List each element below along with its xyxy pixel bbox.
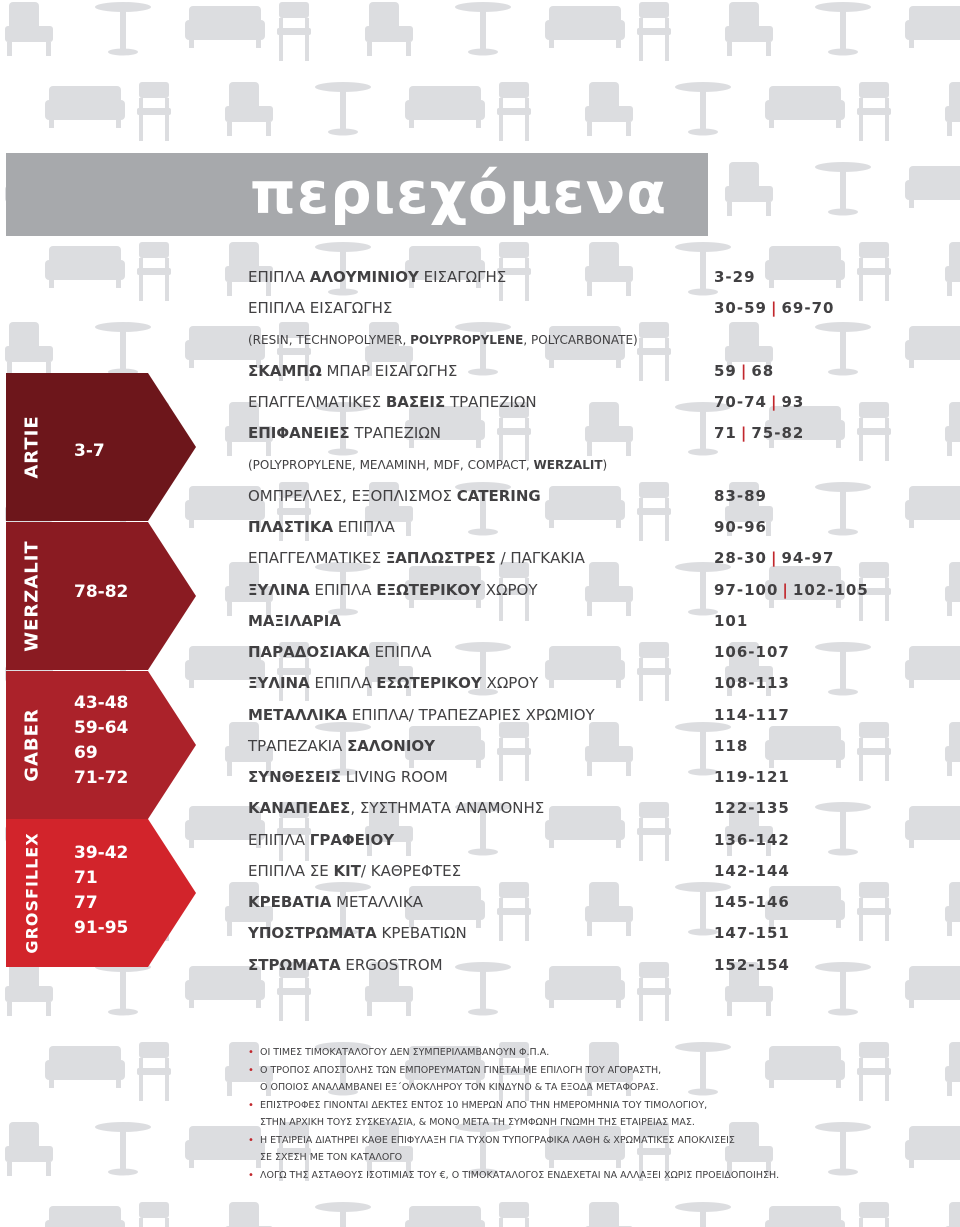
sofa-icon xyxy=(905,166,960,208)
chair-icon xyxy=(497,82,531,141)
sofa-icon xyxy=(405,86,485,128)
toc-pages xyxy=(714,264,756,290)
footnote-item xyxy=(248,1167,888,1185)
chair-icon xyxy=(497,1202,531,1227)
page-range: 90-96 xyxy=(714,518,767,536)
page-range: 70-74 xyxy=(714,393,767,411)
toc-row xyxy=(248,858,848,884)
toc-row xyxy=(248,670,848,696)
toc-pages xyxy=(714,733,748,759)
round-table-icon xyxy=(95,2,151,56)
armchair-icon xyxy=(585,1202,633,1227)
toc-pages xyxy=(714,764,790,790)
toc-title-text: ΤΡΑΠΕΖΑΚΙΑ xyxy=(248,736,348,755)
toc-row xyxy=(248,639,848,665)
armchair-icon xyxy=(725,2,773,56)
brand-tab-werzalit xyxy=(6,522,196,670)
brand-page-range: 78-82 xyxy=(74,582,129,602)
footnote-line: Ο ΤΡΟΠΟΣ ΑΠΟΣΤΟΛΗΣ ΤΩΝ ΕΜΠΟΡΕΥΜΑΤΩΝ ΓΙΝΕΤΑΙ ΜΕ ΕΠΙΛΟΓΗ ΤΟΥ ΑΓΟΡΑΣΤΗ, xyxy=(260,1064,662,1076)
toc-pages xyxy=(714,358,774,384)
sofa-icon xyxy=(45,246,125,288)
armchair-icon xyxy=(945,882,960,936)
bullet-icon: • xyxy=(248,1047,254,1058)
bullet-icon: • xyxy=(248,1134,254,1146)
sofa-icon xyxy=(765,1206,845,1227)
page-range: 30-59 xyxy=(714,299,767,318)
toc-title xyxy=(248,608,341,634)
toc-title xyxy=(248,702,595,728)
sofa-icon xyxy=(905,646,960,688)
toc-title xyxy=(248,358,457,384)
round-table-icon xyxy=(95,962,151,1016)
armchair-icon xyxy=(725,162,773,216)
footnote-item xyxy=(248,1097,888,1132)
toc-row xyxy=(248,952,848,978)
toc-title-text: ΕΠΙΠΛΑ xyxy=(248,830,310,849)
toc-title-text: ΕΠΙΠΛΑ xyxy=(309,674,377,693)
footnote-line: ΣΕ ΣΧΕΣΗ ΜΕ ΤΟΝ ΚΑΤΑΛΟΓΟ xyxy=(260,1152,403,1163)
toc-title-text: / ΠΑΓΚΑΚΙΑ xyxy=(495,549,585,568)
toc-row xyxy=(248,483,848,509)
armchair-icon xyxy=(225,1202,273,1227)
footnotes xyxy=(248,1044,888,1184)
page-range: 69-70 xyxy=(781,299,835,318)
toc-title-bold: ΞΥΛΙΝΑ xyxy=(248,674,310,693)
toc-title-bold: POLYPROPYLENE xyxy=(410,332,524,347)
page-range: 71 xyxy=(714,424,737,443)
toc-pages xyxy=(714,795,790,821)
round-table-icon xyxy=(95,1122,151,1176)
toc-title xyxy=(248,795,544,821)
toc-title-bold: ΣΚΑΜΠΩ xyxy=(248,361,322,380)
toc-pages xyxy=(714,920,790,946)
sofa-icon xyxy=(905,1126,960,1168)
page-separator: | xyxy=(740,424,748,443)
brand-page-range: 91-95 xyxy=(74,918,129,938)
chair-icon xyxy=(277,2,311,61)
page-title: περιεχόμενα xyxy=(250,159,668,227)
toc-title-bold: ΕΣΩΤΕΡΙΚΟΥ xyxy=(376,674,482,693)
toc-title-text: ) xyxy=(602,457,608,472)
toc-title-text: ΕΠΙΠΛΑ ΕΙΣΑΓΩΓΗΣ xyxy=(248,299,393,318)
toc-title-text: LIVING ROOM xyxy=(340,768,448,786)
chair-icon xyxy=(857,402,891,461)
toc-title-text: ΕΙΣΑΓΩΓΗΣ xyxy=(418,268,507,286)
toc-title xyxy=(248,670,538,696)
armchair-icon xyxy=(945,1042,960,1096)
armchair-icon xyxy=(945,82,960,136)
toc-title-bold: ΣΤΡΩΜΑΤΑ xyxy=(248,955,341,974)
toc-title-text: / ΚΑΘΡΕΦΤΕΣ xyxy=(360,861,462,880)
chair-icon xyxy=(857,722,891,781)
brand-page-range: 3-7 xyxy=(74,441,105,461)
toc-title xyxy=(248,733,435,759)
sofa-icon xyxy=(45,86,125,128)
sofa-icon xyxy=(905,806,960,848)
toc-title-bold: ΞΑΠΛΩΣΤΡΕΣ xyxy=(385,549,496,568)
brand-page-range: 39-42 xyxy=(74,843,129,863)
armchair-icon xyxy=(945,402,960,456)
toc-title-bold: ΣΥΝΘΕΣΕΙΣ xyxy=(248,768,341,786)
footnote-line: Ο ΟΠΟΙΟΣ ΑΝΑΛΑΜΒΑΝΕΙ ΕΞ΄ΟΛΟΚΛΗΡΟΥ ΤΟΝ ΚΙΝΔΥΝΟ & ΤΑ ΕΞΟΔΑ ΜΕΤΑΦΟΡΑΣ. xyxy=(260,1082,659,1093)
page-range: 83-89 xyxy=(714,486,767,505)
toc-title-text: ΜΠΑΡ ΕΙΣΑΓΩΓΗΣ xyxy=(321,361,458,380)
sofa-icon xyxy=(405,1206,485,1227)
toc-title-text: (POLYPROPYLENE, ΜΕΛΑΜΙΝΗ, MDF, COMPACT, xyxy=(248,457,534,472)
armchair-icon xyxy=(945,1202,960,1227)
footnote-item xyxy=(248,1062,888,1097)
toc-title-text: ΕΠΙΠΛΑ xyxy=(248,268,310,286)
page-separator: | xyxy=(770,549,778,568)
toc-pages xyxy=(714,420,804,446)
toc-title-text: ERGOSTROM xyxy=(340,955,443,974)
toc-title-text: ΚΡΕΒΑΤΙΩΝ xyxy=(376,924,467,943)
toc-title-bold: ΠΛΑΣΤΙΚΑ xyxy=(248,518,334,536)
toc-title-text: ΟΜΠΡΕΛΛΕΣ, ΕΞΟΠΛΙΣΜΟΣ xyxy=(248,486,457,505)
toc-title xyxy=(248,920,467,946)
toc-title xyxy=(248,952,443,978)
page-range: 28-30 xyxy=(714,549,767,568)
sofa-icon xyxy=(905,326,960,368)
round-table-icon xyxy=(675,82,731,136)
toc-title xyxy=(248,577,538,603)
chair-icon xyxy=(137,1202,171,1227)
bullet-icon: • xyxy=(248,1064,254,1076)
toc-title-bold: ΥΠΟΣΤΡΩΜΑΤΑ xyxy=(248,924,377,943)
toc-title-text: ΕΠΙΠΛΑ/ ΤΡΑΠΕΖΑΡΙΕΣ ΧΡΩΜΙΟΥ xyxy=(347,705,595,724)
page-separator: | xyxy=(770,299,778,318)
toc-title-bold: ΒΑΣΕΙΣ xyxy=(385,393,446,411)
toc-title-bold: ΜΑΞΙΛΑΡΙΑ xyxy=(248,611,341,630)
page-range: 101 xyxy=(714,611,749,630)
toc-row xyxy=(248,514,848,540)
toc-title-text: ΕΠΙΠΛΑ xyxy=(333,518,395,536)
footnote-line: Η ΕΤΑΙΡΕΙΑ ΔΙΑΤΗΡΕΙ ΚΑΘΕ ΕΠΙΦΥΛΑΞΗ ΓΙΑ ΤΥΧΟΝ ΤΥΠΟΓΡΑΦΙΚΑ ΛΑΘΗ & ΧΡΩΜΑΤΙΚΕΣ ΑΠΟΚΛΙΣΕΙΣ xyxy=(260,1134,735,1146)
sofa-icon xyxy=(545,6,625,48)
toc-title-bold: ΚΡΕΒΑΤΙΑ xyxy=(248,893,332,911)
brand-page-range: 69 xyxy=(74,743,98,763)
toc-title xyxy=(248,452,607,478)
toc-title xyxy=(248,764,448,790)
brand-label: WERZALIT xyxy=(21,540,43,652)
armchair-icon xyxy=(365,2,413,56)
page-separator: | xyxy=(740,361,748,380)
toc-pages xyxy=(714,545,834,571)
sofa-icon xyxy=(765,86,845,128)
toc-title-text: ΤΡΑΠΕΖΙΩΝ xyxy=(445,393,537,411)
toc-row xyxy=(248,295,848,321)
round-table-icon xyxy=(815,162,871,216)
round-table-icon xyxy=(815,2,871,56)
page-range: 152-154 xyxy=(714,955,790,974)
toc-title-bold: ΚΙΤ xyxy=(333,861,361,880)
brand-page-range: 77 xyxy=(74,893,98,913)
toc-pages xyxy=(714,858,790,884)
toc-row xyxy=(248,452,848,478)
toc-title xyxy=(248,639,432,665)
round-table-icon xyxy=(95,322,151,376)
toc-pages xyxy=(714,702,790,728)
page-range: 106-107 xyxy=(714,643,790,661)
footnote-item xyxy=(248,1044,888,1062)
toc-title-text: ΕΠΙΠΛΑ ΣΕ xyxy=(248,861,334,880)
toc-title xyxy=(248,545,585,571)
chair-icon xyxy=(637,2,671,61)
page-range: 75-82 xyxy=(751,424,805,443)
toc-title-text: , POLYCARBONATE) xyxy=(523,332,638,347)
toc-title-text: ΕΠΙΠΛΑ xyxy=(369,643,432,661)
toc-row xyxy=(248,608,848,634)
armchair-icon xyxy=(945,242,960,296)
chair-icon xyxy=(857,242,891,301)
sofa-icon xyxy=(45,1206,125,1227)
round-table-icon xyxy=(315,1202,371,1227)
toc-title xyxy=(248,514,395,540)
brand-tab-gaber xyxy=(6,671,196,819)
toc-title xyxy=(248,483,541,509)
brand-label: ARTIE xyxy=(21,415,43,479)
footnote-line: ΟΙ ΤΙΜΕΣ ΤΙΜΟΚΑΤΑΛΟΓΟΥ ΔΕΝ ΣΥΜΠΕΡΙΛΑΜΒΑΝΟΥΝ Φ.Π.Α. xyxy=(260,1047,550,1058)
bullet-icon: • xyxy=(248,1099,254,1111)
toc-title-text: (RESIN, TECHNOPOLYMER, xyxy=(248,332,411,347)
brand-pages xyxy=(74,439,105,464)
page-range: 142-144 xyxy=(714,861,790,880)
toc-title-bold: WERZALIT xyxy=(533,457,603,472)
page-range: 94-97 xyxy=(781,549,835,568)
toc-row xyxy=(248,389,848,415)
page-range: 136-142 xyxy=(714,830,790,849)
toc-title-text: ΕΠΙΠΛΑ xyxy=(309,580,377,599)
armchair-icon xyxy=(5,322,53,376)
round-table-icon xyxy=(315,82,371,136)
sofa-icon xyxy=(45,1046,125,1088)
toc-pages xyxy=(714,670,790,696)
footnote-line: ΕΠΙΣΤΡΟΦΕΣ ΓΙΝΟΝΤΑΙ ΔΕΚΤΕΣ ΕΝΤΟΣ 10 ΗΜΕΡΩΝ ΑΠΟ ΤΗΝ ΗΜΕΡΟΜΗΝΙΑ ΤΟΥ ΤΙΜΟΛΟΓΙΟΥ, xyxy=(260,1099,708,1111)
toc-pages xyxy=(714,514,767,540)
page-range: 118 xyxy=(714,736,749,755)
page-range: 122-135 xyxy=(714,799,790,818)
toc-title xyxy=(248,389,537,415)
toc-pages xyxy=(714,827,790,853)
toc-title-text: ΧΩΡΟΥ xyxy=(481,580,538,599)
toc-pages xyxy=(714,295,834,321)
toc-row xyxy=(248,545,848,571)
toc-pages xyxy=(714,608,748,634)
toc-pages xyxy=(714,889,790,915)
toc-row xyxy=(248,577,869,603)
sofa-icon xyxy=(905,6,960,48)
toc-row xyxy=(248,920,848,946)
brand-page-range: 59-64 xyxy=(74,718,129,738)
chair-icon xyxy=(137,82,171,141)
page-range: 114-117 xyxy=(714,705,790,724)
toc-title xyxy=(248,420,441,446)
page-range: 97-100 xyxy=(714,580,779,599)
toc-title-bold: ΣΑΛΟΝΙΟΥ xyxy=(347,736,436,755)
sofa-icon xyxy=(185,6,265,48)
brand-page-range: 71 xyxy=(74,868,98,888)
toc-title-bold: ΜΕΤΑΛΛΙΚΑ xyxy=(248,705,348,724)
armchair-icon xyxy=(5,2,53,56)
toc-row xyxy=(248,889,848,915)
toc-title-bold: ΕΠΙΦΑΝΕΙΕΣ xyxy=(248,424,350,443)
bullet-icon: • xyxy=(248,1169,254,1181)
toc-title-bold: ΑΛΟΥΜΙΝΙΟΥ xyxy=(309,268,419,286)
toc-row xyxy=(248,420,848,446)
page-range: 3-29 xyxy=(714,268,756,286)
toc-pages xyxy=(714,389,804,415)
toc-row xyxy=(248,827,848,853)
sofa-icon xyxy=(905,486,960,528)
toc-title-bold: ΕΞΩΤΕΡΙΚΟΥ xyxy=(376,580,481,599)
footnote-item xyxy=(248,1132,888,1167)
armchair-icon xyxy=(225,82,273,136)
brand-label: GROSFILLEX xyxy=(22,832,42,954)
round-table-icon xyxy=(675,1202,731,1227)
toc-title xyxy=(248,827,394,853)
toc-title xyxy=(248,295,392,321)
brand-label: GABER xyxy=(21,708,43,782)
round-table-icon xyxy=(455,2,511,56)
brand-pages xyxy=(74,691,128,791)
armchair-icon xyxy=(585,82,633,136)
footnote-line: ΣΤΗΝ ΑΡΧΙΚΗ ΤΟΥΣ ΣΥΣΚΕΥΑΣΙΑ, & ΜΟΝΟ ΜΕΤΑ ΤΗ ΣΥΜΦΩΝΗ ΓΝΩΜΗ ΤΗΣ ΕΤΑΙΡΕΙΑΣ ΜΑΣ. xyxy=(260,1117,695,1128)
toc-title-bold: ΠΑΡΑΔΟΣΙΑΚΑ xyxy=(248,643,370,661)
toc-pages xyxy=(714,483,767,509)
sofa-icon xyxy=(905,966,960,1008)
toc-row xyxy=(248,764,848,790)
toc-row xyxy=(248,702,848,728)
brand-pages xyxy=(74,580,128,605)
page-range: 119-121 xyxy=(714,768,790,786)
toc-title-bold: ΓΡΑΦΕΙΟΥ xyxy=(309,830,395,849)
page-separator: | xyxy=(782,580,789,599)
toc-row xyxy=(248,264,848,290)
footnote-line: ΛΟΓΩ ΤΗΣ ΑΣΤΑΘΟΥΣ ΙΣΟΤΙΜΙΑΣ ΤΟΥ €, Ο ΤΙΜΟΚΑΤΑΛΟΓΟΣ ΕΝΔΕΧΕΤΑΙ ΝΑ ΑΛΛΑΞΕΙ ΧΩΡΙΣ ΠΡΟΕΙΔΟΠΟΙΗΣΗ. xyxy=(260,1169,780,1181)
toc-title xyxy=(248,889,423,915)
toc-title-text: ΕΠΑΓΓΕΛΜΑΤΙΚΕΣ xyxy=(248,393,386,411)
chair-icon xyxy=(857,1202,891,1227)
page-range: 102-105 xyxy=(792,580,869,599)
toc-row xyxy=(248,327,848,353)
chair-icon xyxy=(137,1042,171,1101)
brand-tab-grosfillex xyxy=(6,819,196,967)
toc-title-text: ΜΕΤΑΛΛΙΚΑ xyxy=(331,893,423,911)
toc-title-text: , ΣΥΣΤΗΜΑΤΑ ΑΝΑΜΟΝΗΣ xyxy=(350,799,545,818)
page-separator: | xyxy=(770,393,778,411)
toc-row xyxy=(248,795,848,821)
armchair-icon xyxy=(945,722,960,776)
toc-pages xyxy=(714,577,869,603)
armchair-icon xyxy=(5,962,53,1016)
toc-title-text: ΤΡΑΠΕΖΙΩΝ xyxy=(349,424,442,443)
toc-title-bold: CATERING xyxy=(456,486,541,505)
page-range: 68 xyxy=(751,361,775,380)
toc-title xyxy=(248,327,638,353)
page-range: 108-113 xyxy=(714,674,790,693)
toc-row xyxy=(248,358,848,384)
brand-tab-artie xyxy=(6,373,196,521)
toc-title xyxy=(248,264,506,290)
toc-title-bold: ΚΑΝΑΠΕΔΕΣ xyxy=(248,799,351,818)
chair-icon xyxy=(857,82,891,141)
toc-pages xyxy=(714,639,790,665)
page-range: 93 xyxy=(781,393,805,411)
toc-title-bold: ΞΥΛΙΝΑ xyxy=(248,580,310,599)
toc-title-text: ΧΩΡΟΥ xyxy=(481,674,539,693)
brand-page-range: 43-48 xyxy=(74,693,129,713)
page-range: 147-151 xyxy=(714,924,790,943)
toc-title xyxy=(248,858,461,884)
chair-icon xyxy=(857,882,891,941)
brand-tabs xyxy=(6,373,196,967)
toc-row xyxy=(248,733,848,759)
toc-title-text: ΕΠΑΓΓΕΛΜΑΤΙΚΕΣ xyxy=(248,549,386,568)
brand-page-range: 71-72 xyxy=(74,768,129,788)
armchair-icon xyxy=(5,1122,53,1176)
armchair-icon xyxy=(945,562,960,616)
toc-pages xyxy=(714,952,790,978)
page-range: 59 xyxy=(714,361,737,380)
chair-icon xyxy=(137,242,171,301)
brand-pages xyxy=(74,841,128,941)
page-range: 145-146 xyxy=(714,893,790,911)
